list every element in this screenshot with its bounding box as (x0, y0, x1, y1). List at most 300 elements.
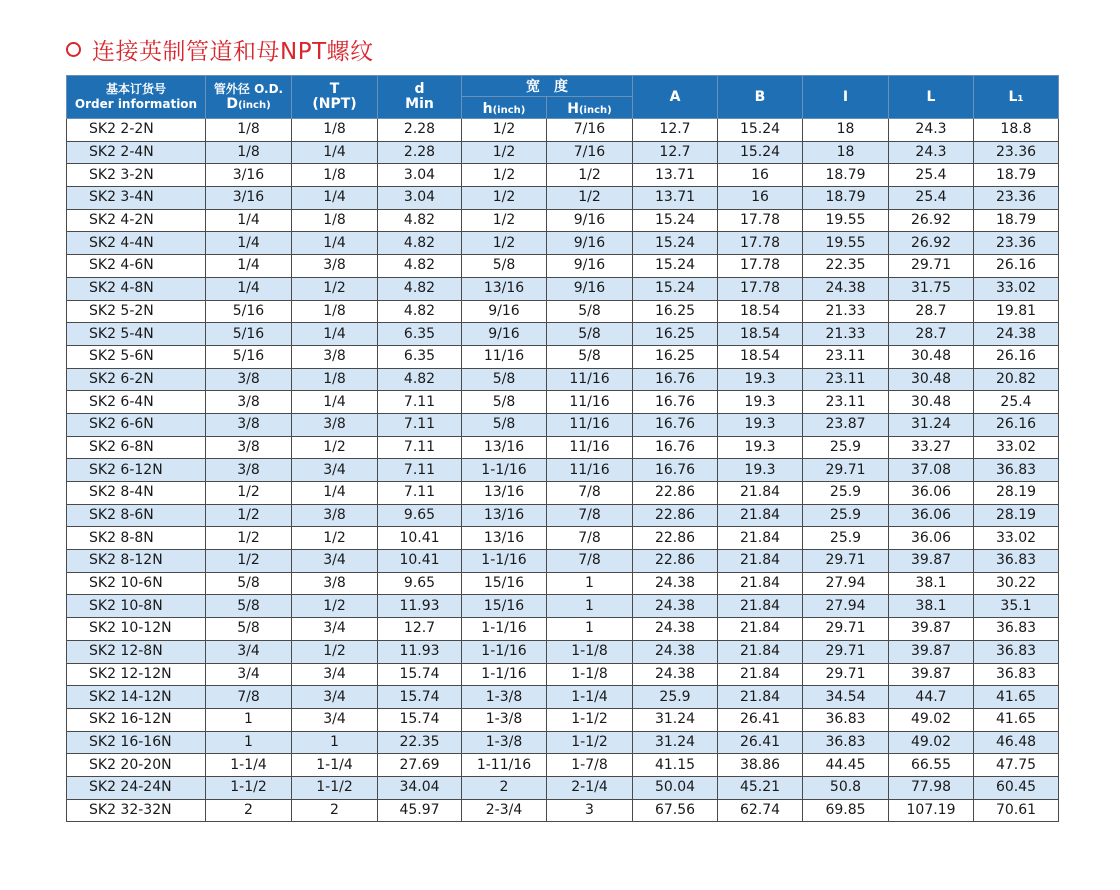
cell-d: 6.35 (378, 345, 462, 368)
cell-d: 15.74 (378, 686, 462, 709)
table-row (67, 776, 1059, 799)
cell-od: 1 (206, 731, 292, 754)
cell-od: 7/8 (206, 686, 292, 709)
cell-h-small: 15/16 (462, 595, 547, 618)
cell-i: 23.87 (803, 413, 889, 436)
cell-h-small: 1/2 (462, 119, 547, 142)
cell-l1: 41.65 (974, 686, 1059, 709)
cell-order-code: SK2 8-4N (67, 482, 206, 505)
cell-d: 11.93 (378, 595, 462, 618)
cell-od: 1/4 (206, 277, 292, 300)
cell-i: 18 (803, 119, 889, 142)
cell-l: 30.48 (889, 391, 974, 414)
header-h-small (462, 97, 547, 119)
cell-order-code: SK2 8-12N (67, 550, 206, 573)
cell-t: 1/4 (292, 482, 378, 505)
cell-d: 6.35 (378, 323, 462, 346)
cell-l: 66.55 (889, 754, 974, 777)
cell-order-code: SK2 5-6N (67, 345, 206, 368)
cell-a: 13.71 (633, 187, 718, 210)
cell-a: 12.7 (633, 119, 718, 142)
cell-a: 31.24 (633, 708, 718, 731)
header-h-small-unit: (inch) (492, 105, 526, 116)
table-row (67, 300, 1059, 323)
cell-i: 21.33 (803, 323, 889, 346)
cell-i: 29.71 (803, 550, 889, 573)
cell-order-code: SK2 6-2N (67, 368, 206, 391)
cell-l1: 70.61 (974, 799, 1059, 822)
cell-order-code: SK2 12-8N (67, 640, 206, 663)
cell-i: 18 (803, 141, 889, 164)
cell-order-code: SK2 6-6N (67, 413, 206, 436)
header-a: A (633, 76, 718, 119)
cell-d: 4.82 (378, 232, 462, 255)
header-b: B (718, 76, 803, 119)
cell-b: 18.54 (718, 300, 803, 323)
page-title-text: 连接英制管道和母NPT螺纹 (92, 38, 374, 65)
cell-order-code: SK2 20-20N (67, 754, 206, 777)
cell-h-small: 5/8 (462, 391, 547, 414)
cell-a: 15.24 (633, 232, 718, 255)
cell-h-big: 11/16 (547, 391, 633, 414)
cell-order-code: SK2 8-6N (67, 504, 206, 527)
cell-l: 24.3 (889, 141, 974, 164)
cell-order-code: SK2 12-12N (67, 663, 206, 686)
cell-a: 13.71 (633, 164, 718, 187)
cell-b: 62.74 (718, 799, 803, 822)
table-header (67, 76, 1059, 119)
cell-t: 3/4 (292, 708, 378, 731)
cell-b: 21.84 (718, 686, 803, 709)
cell-od: 1-1/2 (206, 776, 292, 799)
cell-d: 27.69 (378, 754, 462, 777)
cell-order-code: SK2 6-4N (67, 391, 206, 414)
cell-h-small: 1/2 (462, 164, 547, 187)
cell-a: 25.9 (633, 686, 718, 709)
cell-l1: 25.4 (974, 391, 1059, 414)
table-row (67, 187, 1059, 210)
cell-i: 29.71 (803, 459, 889, 482)
cell-t: 3/8 (292, 504, 378, 527)
cell-od: 1/2 (206, 482, 292, 505)
cell-h-big: 9/16 (547, 277, 633, 300)
cell-a: 16.25 (633, 323, 718, 346)
cell-d: 7.11 (378, 436, 462, 459)
table-row (67, 618, 1059, 641)
table-row (67, 799, 1059, 822)
cell-l: 49.02 (889, 708, 974, 731)
cell-h-small: 13/16 (462, 527, 547, 550)
cell-l1: 23.36 (974, 187, 1059, 210)
cell-t: 3/8 (292, 255, 378, 278)
cell-b: 18.54 (718, 345, 803, 368)
header-t-unit: (NPT) (312, 96, 357, 112)
cell-i: 44.45 (803, 754, 889, 777)
cell-h-small: 5/8 (462, 368, 547, 391)
cell-l: 77.98 (889, 776, 974, 799)
cell-b: 21.84 (718, 663, 803, 686)
cell-b: 17.78 (718, 209, 803, 232)
cell-t: 1 (292, 731, 378, 754)
table-row (67, 640, 1059, 663)
cell-l1: 26.16 (974, 345, 1059, 368)
cell-h-big: 2-1/4 (547, 776, 633, 799)
cell-b: 45.21 (718, 776, 803, 799)
cell-l1: 23.36 (974, 232, 1059, 255)
cell-t: 3/8 (292, 572, 378, 595)
cell-a: 16.76 (633, 368, 718, 391)
cell-h-big: 7/8 (547, 482, 633, 505)
cell-a: 16.25 (633, 345, 718, 368)
cell-od: 1/2 (206, 550, 292, 573)
cell-t: 1/4 (292, 391, 378, 414)
cell-h-big: 7/8 (547, 550, 633, 573)
cell-a: 16.25 (633, 300, 718, 323)
cell-od: 5/8 (206, 572, 292, 595)
table-row (67, 345, 1059, 368)
cell-l1: 26.16 (974, 255, 1059, 278)
cell-od: 3/4 (206, 640, 292, 663)
cell-b: 19.3 (718, 436, 803, 459)
cell-i: 34.54 (803, 686, 889, 709)
header-h-big-label: H (567, 101, 579, 117)
cell-b: 19.3 (718, 413, 803, 436)
cell-h-small: 5/8 (462, 413, 547, 436)
cell-h-small: 1-1/16 (462, 550, 547, 573)
cell-i: 22.35 (803, 255, 889, 278)
header-width-group: 宽 度 (462, 76, 633, 97)
cell-h-big: 1 (547, 618, 633, 641)
cell-d: 7.11 (378, 482, 462, 505)
cell-h-big: 7/8 (547, 504, 633, 527)
cell-l1: 35.1 (974, 595, 1059, 618)
cell-i: 36.83 (803, 731, 889, 754)
cell-l1: 24.38 (974, 323, 1059, 346)
header-od (206, 76, 292, 119)
cell-d: 15.74 (378, 708, 462, 731)
cell-order-code: SK2 10-6N (67, 572, 206, 595)
cell-l1: 33.02 (974, 527, 1059, 550)
table-row (67, 595, 1059, 618)
cell-l1: 18.8 (974, 119, 1059, 142)
cell-h-big: 1 (547, 595, 633, 618)
cell-od: 3/8 (206, 368, 292, 391)
cell-h-big: 7/16 (547, 119, 633, 142)
cell-t: 1-1/2 (292, 776, 378, 799)
cell-h-big: 11/16 (547, 436, 633, 459)
cell-b: 21.84 (718, 640, 803, 663)
circle-bullet-icon (66, 42, 81, 57)
cell-a: 24.38 (633, 640, 718, 663)
header-od-main: D (226, 95, 238, 112)
page-title (66, 32, 374, 66)
cell-h-big: 11/16 (547, 413, 633, 436)
cell-order-code: SK2 2-2N (67, 119, 206, 142)
cell-t: 1/4 (292, 141, 378, 164)
cell-d: 4.82 (378, 368, 462, 391)
cell-i: 21.33 (803, 300, 889, 323)
cell-b: 19.3 (718, 391, 803, 414)
cell-od: 1/8 (206, 141, 292, 164)
cell-l1: 36.83 (974, 618, 1059, 641)
cell-d: 15.74 (378, 663, 462, 686)
cell-h-small: 1-3/8 (462, 686, 547, 709)
spec-table (66, 75, 1059, 822)
cell-t: 1/8 (292, 209, 378, 232)
cell-d: 7.11 (378, 413, 462, 436)
cell-b: 19.3 (718, 368, 803, 391)
cell-d: 45.97 (378, 799, 462, 822)
cell-b: 21.84 (718, 482, 803, 505)
cell-l: 38.1 (889, 595, 974, 618)
cell-l1: 36.83 (974, 459, 1059, 482)
cell-t: 3/4 (292, 550, 378, 573)
cell-i: 50.8 (803, 776, 889, 799)
cell-a: 16.76 (633, 436, 718, 459)
header-order-cn: 基本订货号 (105, 82, 166, 96)
cell-d: 7.11 (378, 459, 462, 482)
cell-h-big: 1-1/8 (547, 663, 633, 686)
cell-a: 24.38 (633, 572, 718, 595)
cell-h-small: 1/2 (462, 141, 547, 164)
cell-d: 22.35 (378, 731, 462, 754)
header-t-label: T (329, 81, 340, 97)
cell-l: 39.87 (889, 618, 974, 641)
cell-od: 3/8 (206, 391, 292, 414)
cell-a: 22.86 (633, 504, 718, 527)
cell-t: 1/2 (292, 436, 378, 459)
cell-l: 39.87 (889, 640, 974, 663)
cell-i: 18.79 (803, 164, 889, 187)
cell-h-big: 1 (547, 572, 633, 595)
header-t (292, 76, 378, 119)
header-h-big-unit: (inch) (578, 105, 612, 116)
cell-l1: 36.83 (974, 663, 1059, 686)
cell-od: 5/16 (206, 300, 292, 323)
cell-i: 25.9 (803, 436, 889, 459)
cell-t: 1/8 (292, 119, 378, 142)
cell-od: 2 (206, 799, 292, 822)
cell-od: 3/8 (206, 459, 292, 482)
cell-l: 36.06 (889, 527, 974, 550)
cell-b: 17.78 (718, 277, 803, 300)
cell-order-code: SK2 8-8N (67, 527, 206, 550)
table-row (67, 686, 1059, 709)
cell-i: 23.11 (803, 345, 889, 368)
cell-od: 1/4 (206, 209, 292, 232)
header-d (378, 76, 462, 119)
cell-b: 21.84 (718, 527, 803, 550)
cell-l1: 28.19 (974, 504, 1059, 527)
cell-t: 1/2 (292, 595, 378, 618)
cell-od: 5/16 (206, 323, 292, 346)
cell-a: 22.86 (633, 527, 718, 550)
cell-h-big: 1-7/8 (547, 754, 633, 777)
cell-h-small: 9/16 (462, 300, 547, 323)
cell-order-code: SK2 5-4N (67, 323, 206, 346)
cell-i: 36.83 (803, 708, 889, 731)
cell-l: 38.1 (889, 572, 974, 595)
table-row (67, 413, 1059, 436)
cell-l1: 19.81 (974, 300, 1059, 323)
cell-t: 1/8 (292, 300, 378, 323)
cell-h-small: 1-11/16 (462, 754, 547, 777)
cell-l: 31.75 (889, 277, 974, 300)
cell-d: 11.93 (378, 640, 462, 663)
cell-b: 21.84 (718, 618, 803, 641)
cell-od: 3/8 (206, 436, 292, 459)
cell-h-big: 1/2 (547, 187, 633, 210)
cell-b: 38.86 (718, 754, 803, 777)
cell-l: 33.27 (889, 436, 974, 459)
cell-i: 27.94 (803, 572, 889, 595)
cell-b: 16 (718, 187, 803, 210)
cell-a: 16.76 (633, 459, 718, 482)
cell-od: 1/4 (206, 232, 292, 255)
table-row (67, 663, 1059, 686)
cell-l: 30.48 (889, 368, 974, 391)
cell-a: 15.24 (633, 277, 718, 300)
cell-l: 26.92 (889, 232, 974, 255)
cell-d: 10.41 (378, 550, 462, 573)
table-row (67, 459, 1059, 482)
cell-order-code: SK2 4-4N (67, 232, 206, 255)
cell-l: 24.3 (889, 119, 974, 142)
cell-d: 4.82 (378, 255, 462, 278)
cell-l1: 41.65 (974, 708, 1059, 731)
cell-t: 3/4 (292, 686, 378, 709)
table-row (67, 323, 1059, 346)
cell-od: 1/2 (206, 504, 292, 527)
cell-a: 15.24 (633, 255, 718, 278)
table-row (67, 232, 1059, 255)
cell-order-code: SK2 6-12N (67, 459, 206, 482)
cell-l: 28.7 (889, 300, 974, 323)
header-h-big (547, 97, 633, 119)
header-od-unit: (inch) (237, 99, 271, 111)
cell-t: 1/2 (292, 527, 378, 550)
cell-h-big: 7/16 (547, 141, 633, 164)
cell-l: 25.4 (889, 187, 974, 210)
table-row (67, 504, 1059, 527)
cell-b: 17.78 (718, 255, 803, 278)
cell-i: 27.94 (803, 595, 889, 618)
cell-h-big: 9/16 (547, 255, 633, 278)
cell-order-code: SK2 6-8N (67, 436, 206, 459)
cell-order-code: SK2 3-4N (67, 187, 206, 210)
cell-l: 30.48 (889, 345, 974, 368)
cell-a: 67.56 (633, 799, 718, 822)
cell-d: 4.82 (378, 277, 462, 300)
cell-order-code: SK2 10-12N (67, 618, 206, 641)
cell-l1: 18.79 (974, 209, 1059, 232)
cell-od: 3/16 (206, 187, 292, 210)
cell-a: 16.76 (633, 413, 718, 436)
cell-i: 24.38 (803, 277, 889, 300)
cell-d: 10.41 (378, 527, 462, 550)
table-row (67, 482, 1059, 505)
cell-a: 24.38 (633, 595, 718, 618)
cell-b: 21.84 (718, 572, 803, 595)
cell-t: 3/4 (292, 459, 378, 482)
cell-a: 31.24 (633, 731, 718, 754)
cell-l1: 23.36 (974, 141, 1059, 164)
cell-order-code: SK2 16-16N (67, 731, 206, 754)
cell-h-small: 1-1/16 (462, 618, 547, 641)
table-row (67, 527, 1059, 550)
cell-d: 34.04 (378, 776, 462, 799)
cell-od: 5/8 (206, 595, 292, 618)
cell-h-big: 9/16 (547, 209, 633, 232)
cell-order-code: SK2 24-24N (67, 776, 206, 799)
cell-i: 29.71 (803, 663, 889, 686)
table-row (67, 436, 1059, 459)
cell-l1: 18.79 (974, 164, 1059, 187)
cell-l: 39.87 (889, 663, 974, 686)
cell-l1: 26.16 (974, 413, 1059, 436)
cell-t: 1/2 (292, 640, 378, 663)
table-row (67, 754, 1059, 777)
cell-od: 3/8 (206, 413, 292, 436)
cell-l: 29.71 (889, 255, 974, 278)
header-order-en: Order information (74, 97, 198, 111)
cell-h-small: 1/2 (462, 209, 547, 232)
cell-order-code: SK2 16-12N (67, 708, 206, 731)
cell-l1: 20.82 (974, 368, 1059, 391)
cell-h-big: 5/8 (547, 323, 633, 346)
cell-i: 23.11 (803, 391, 889, 414)
cell-l: 26.92 (889, 209, 974, 232)
table-row (67, 731, 1059, 754)
cell-a: 16.76 (633, 391, 718, 414)
cell-od: 1/8 (206, 119, 292, 142)
table-row (67, 277, 1059, 300)
cell-i: 29.71 (803, 618, 889, 641)
cell-t: 3/8 (292, 345, 378, 368)
cell-t: 1/4 (292, 232, 378, 255)
cell-h-big: 7/8 (547, 527, 633, 550)
table-body (67, 119, 1059, 822)
cell-a: 12.7 (633, 141, 718, 164)
cell-i: 25.9 (803, 527, 889, 550)
cell-h-small: 1/2 (462, 187, 547, 210)
cell-h-small: 1-3/8 (462, 708, 547, 731)
cell-a: 24.38 (633, 618, 718, 641)
table-row (67, 141, 1059, 164)
cell-h-big: 1-1/8 (547, 640, 633, 663)
header-order-info (67, 76, 206, 119)
cell-od: 5/16 (206, 345, 292, 368)
cell-h-small: 1-1/16 (462, 459, 547, 482)
cell-a: 22.86 (633, 482, 718, 505)
header-d-unit: Min (405, 96, 434, 112)
table-row (67, 164, 1059, 187)
cell-i: 25.9 (803, 504, 889, 527)
cell-od: 1/2 (206, 527, 292, 550)
cell-l1: 28.19 (974, 482, 1059, 505)
cell-t: 3/4 (292, 663, 378, 686)
cell-b: 21.84 (718, 504, 803, 527)
cell-h-big: 11/16 (547, 368, 633, 391)
cell-od: 3/16 (206, 164, 292, 187)
cell-h-big: 5/8 (547, 300, 633, 323)
cell-h-small: 15/16 (462, 572, 547, 595)
cell-order-code: SK2 2-4N (67, 141, 206, 164)
cell-d: 9.65 (378, 504, 462, 527)
cell-a: 15.24 (633, 209, 718, 232)
cell-b: 18.54 (718, 323, 803, 346)
cell-i: 23.11 (803, 368, 889, 391)
